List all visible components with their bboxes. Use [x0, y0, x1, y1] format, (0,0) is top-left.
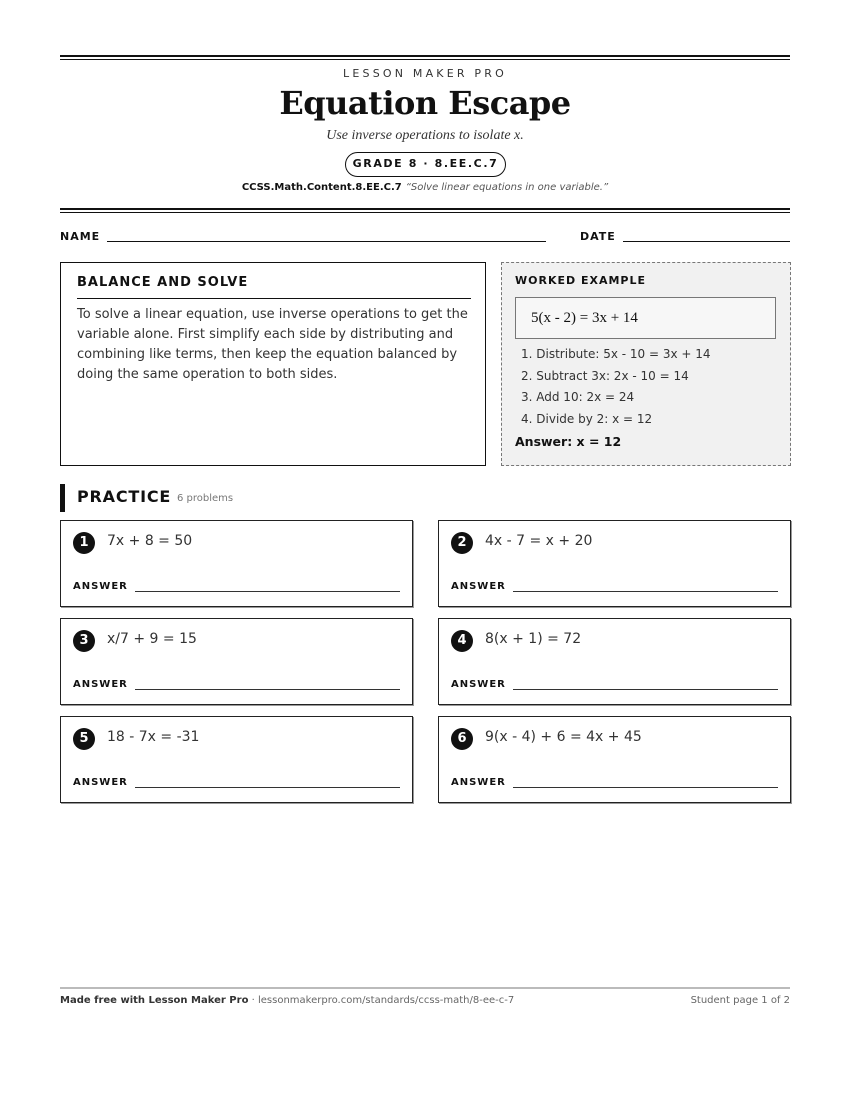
footer-page-number: Student page 1 of 2: [690, 995, 790, 1006]
standard-line: [0, 182, 850, 193]
balance-and-solve-panel: [60, 262, 486, 466]
problem-equation: 9(x - 4) + 6 = 4x + 45: [485, 729, 642, 745]
header-bottom-double-rule: [60, 208, 790, 213]
answer-field[interactable]: [513, 689, 778, 690]
example-step: 4. Divide by 2: x = 12: [521, 412, 653, 427]
standard-code: CCSS.Math.Content.8.EE.C.7: [241, 182, 402, 193]
example-step: 3. Add 10: 2x = 24: [521, 390, 635, 405]
problem-number-badge: 4: [451, 630, 473, 652]
footer-rule: [60, 987, 790, 989]
answer-field[interactable]: [135, 591, 400, 592]
worked-example-panel: [501, 262, 791, 466]
answer-field[interactable]: [135, 787, 400, 788]
practice-count: 6 problems: [177, 493, 234, 504]
problem-equation: 8(x + 1) = 72: [485, 631, 582, 647]
problem-card-3: [60, 618, 413, 705]
worked-example-answer: Answer: x = 12: [515, 434, 622, 449]
practice-accent-bar: [60, 484, 65, 512]
worksheet-title: Equation Escape: [279, 84, 571, 122]
footer-url[interactable]: · lessonmakerpro.com/standards/ccss-math/8-ee-c-7: [248, 995, 515, 1006]
worked-example-steps: [521, 344, 711, 431]
answer-field[interactable]: [513, 591, 778, 592]
answer-label: ANSWER: [73, 679, 128, 690]
name-field[interactable]: [107, 241, 546, 242]
answer-label: ANSWER: [451, 679, 506, 690]
problem-equation: x/7 + 9 = 15: [107, 631, 197, 647]
example-step: 1. Distribute: 5x - 10 = 3x + 14: [521, 347, 711, 361]
answer-field[interactable]: [513, 787, 778, 788]
date-field[interactable]: [623, 241, 790, 242]
worksheet-subtitle: Use inverse operations to isolate x.: [326, 128, 524, 143]
problem-number-badge: 3: [73, 630, 95, 652]
problem-number-badge: 1: [73, 532, 95, 554]
problem-number-badge: 6: [451, 728, 473, 750]
footer-credit: [60, 995, 514, 1006]
worked-example-equation: 5(x - 2) = 3x + 14: [515, 297, 776, 339]
problem-card-5: [60, 716, 413, 803]
problem-equation: 4x - 7 = x + 20: [485, 533, 593, 549]
brand-name: LESSON MAKER PRO: [343, 67, 507, 80]
top-double-rule: [60, 55, 790, 60]
worked-example-title: WORKED EXAMPLE: [515, 274, 646, 287]
footer-made-with: Made free with Lesson Maker Pro: [60, 995, 249, 1006]
balance-text: To solve a linear equation, use inverse operations to get the variable alone. First simplify each side by distributing and combining like terms, then keep the equation balanced by doing the same operation to both sides.: [77, 307, 468, 382]
balance-title-rule: [77, 298, 471, 299]
problem-number-badge: 2: [451, 532, 473, 554]
name-label: NAME: [60, 230, 101, 243]
problem-equation: 7x + 8 = 50: [107, 533, 193, 549]
problem-equation: 18 - 7x = -31: [107, 729, 200, 745]
answer-label: ANSWER: [73, 777, 128, 788]
answer-label: ANSWER: [73, 581, 128, 592]
answer-label: ANSWER: [451, 581, 506, 592]
problem-number-badge: 5: [73, 728, 95, 750]
problem-card-2: [438, 520, 791, 607]
standard-description: “Solve linear equations in one variable.”: [405, 182, 609, 193]
grade-badge: GRADE 8 · 8.EE.C.7: [345, 152, 506, 177]
answer-field[interactable]: [135, 689, 400, 690]
practice-title: PRACTICE: [77, 487, 172, 506]
balance-title: BALANCE AND SOLVE: [77, 275, 249, 290]
answer-label: ANSWER: [451, 777, 506, 788]
date-label: DATE: [580, 230, 616, 243]
problem-card-1: [60, 520, 413, 607]
problem-card-4: [438, 618, 791, 705]
problem-card-6: [438, 716, 791, 803]
example-step: 2. Subtract 3x: 2x - 10 = 14: [521, 368, 689, 383]
